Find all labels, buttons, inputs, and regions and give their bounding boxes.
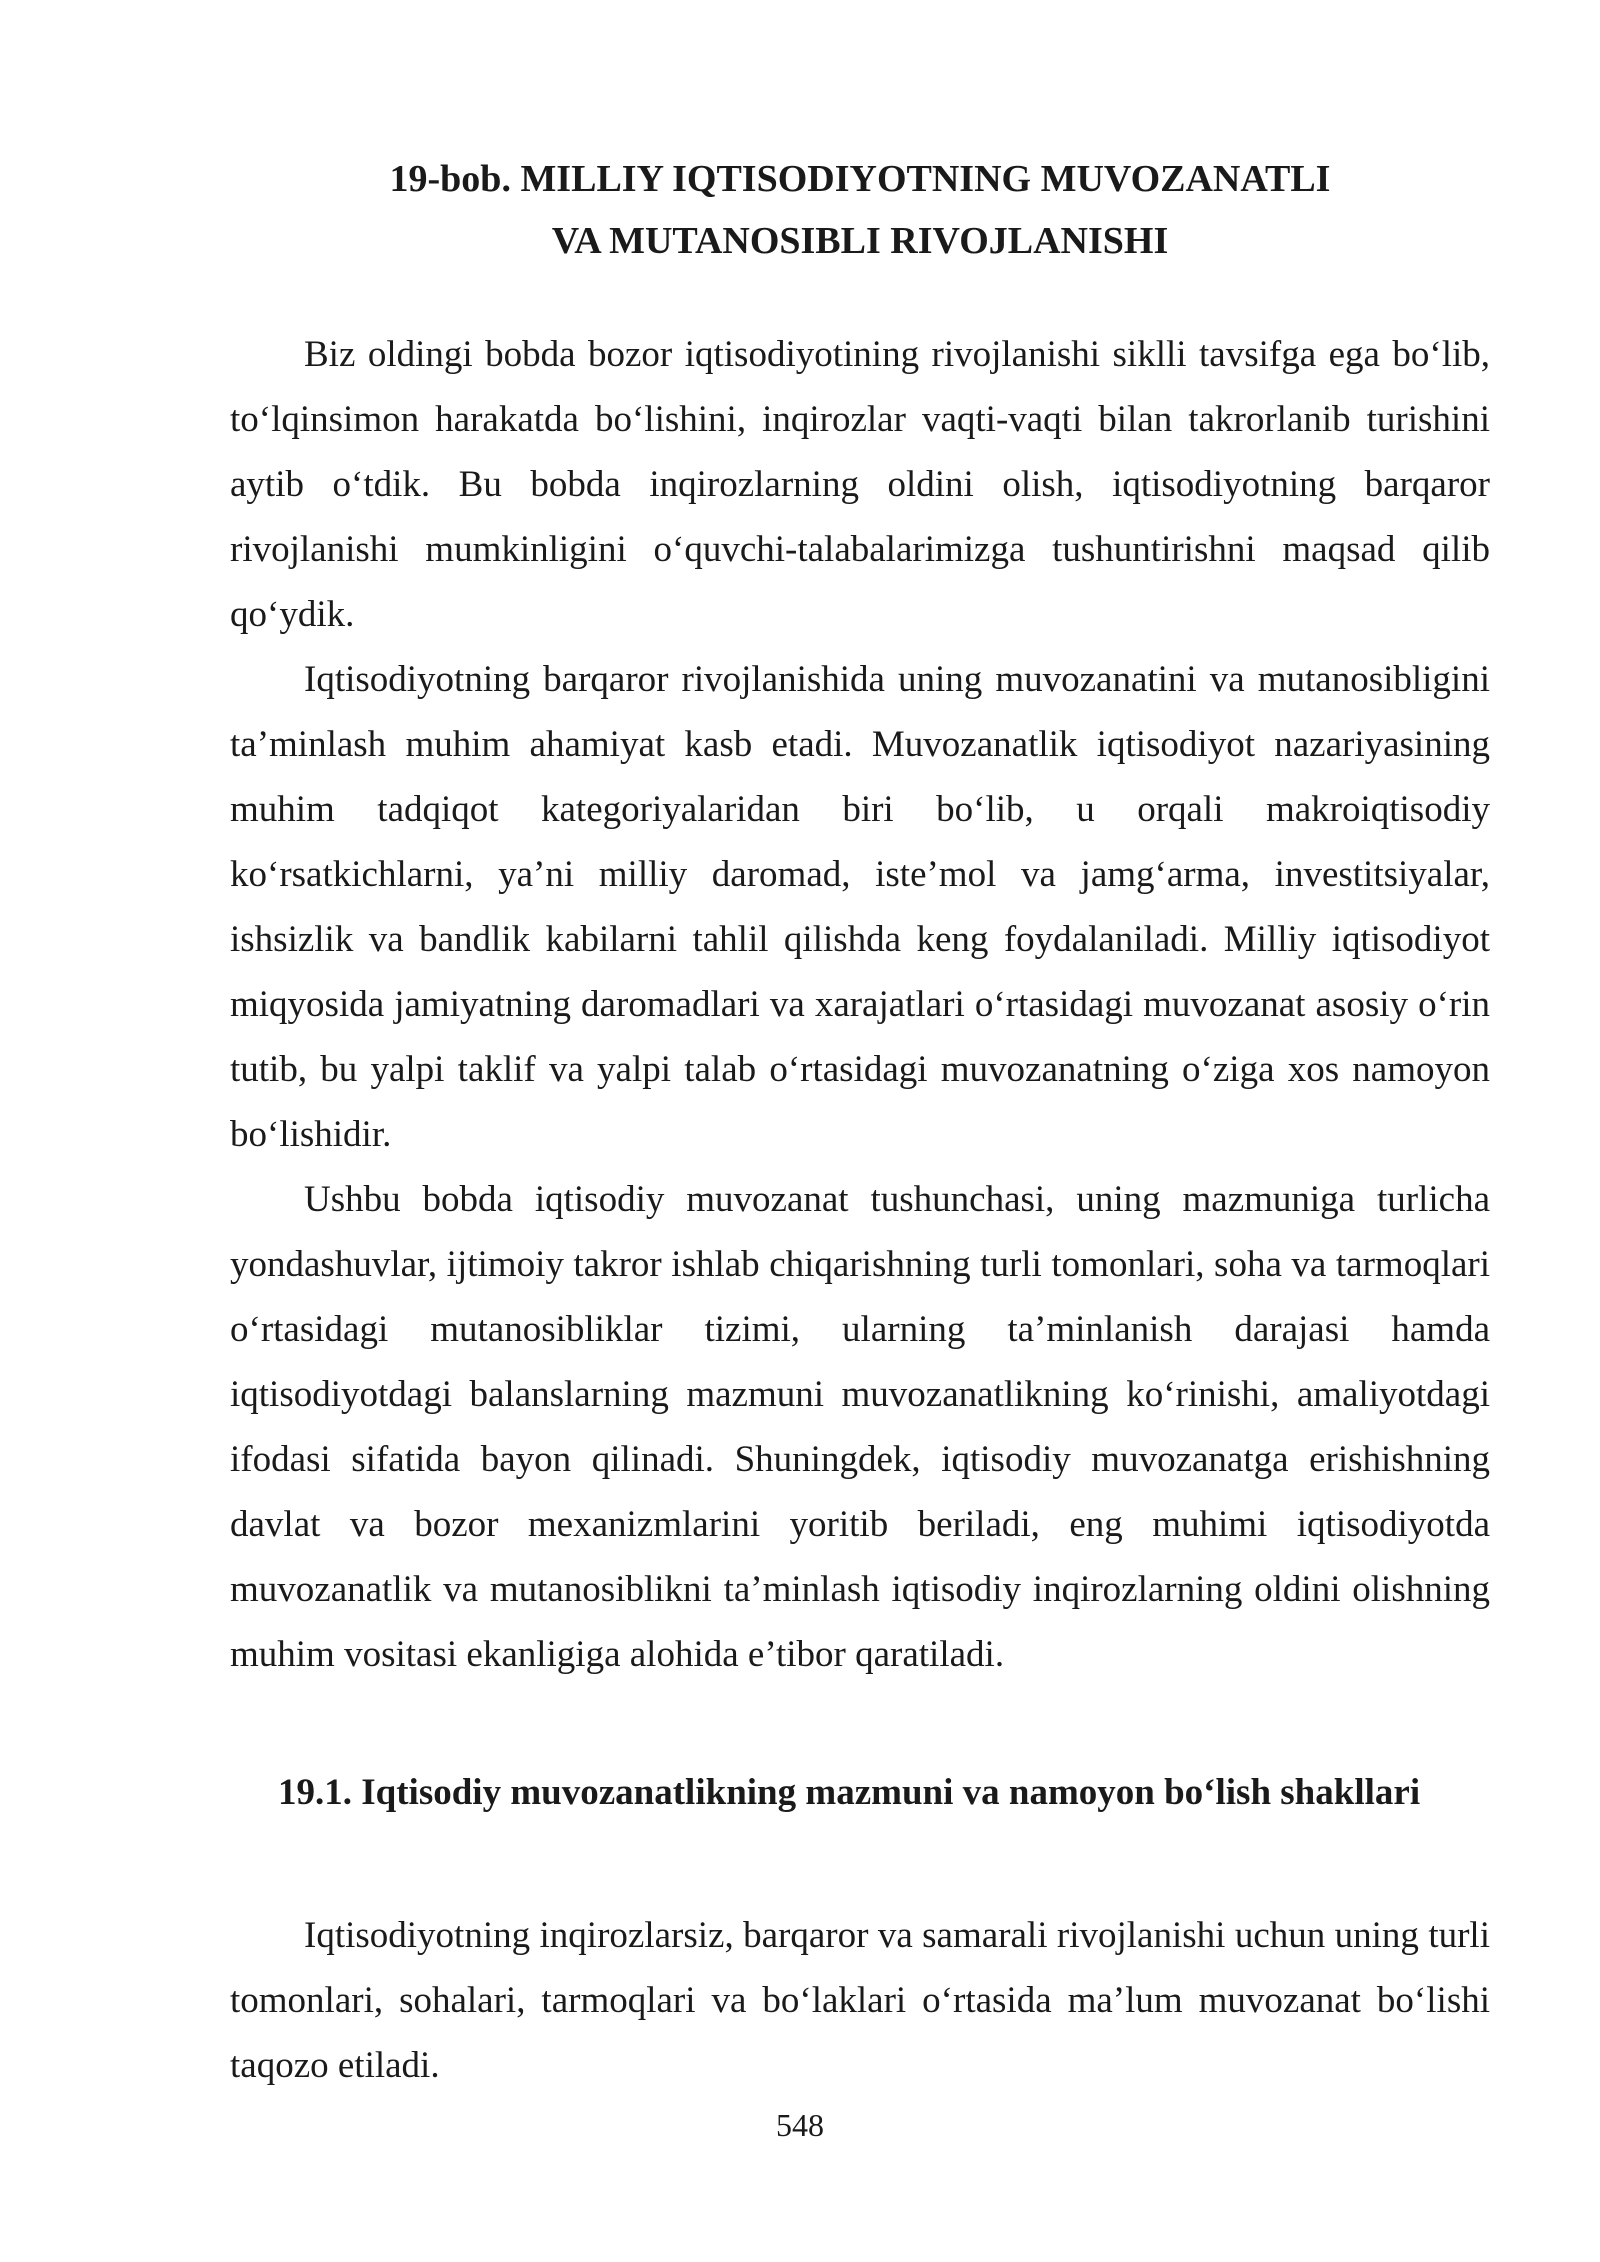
paragraph-3: Ushbu bobda iqtisodiy muvozanat tushunchasi, uning mazmuniga turlicha yondashuvlar, ijtimoiy takror ishlab chiqarishning turli tomonlari, soha va tarmoqlari o‘rtasidagi mutanosibliklar tizimi, ularning ta’minlanish darajasi hamda iqtisodiyotdagi balanslarning mazmuni muvozanatlikning ko‘rinishi, amaliyotdagi ifodasi sifatida bayon qilinadi. Shuningdek, iqtisodiy muvozanatga erishishning davlat va bozor mexanizmlarini yoritib beriladi, eng muhimi iqtisodiyotda muvozanatlik va mutanosiblikni ta’minlash iqtisodiy inqirozlarning oldini olishning muhim vositasi ekanligiga alohida e’tibor qaratiladi.: [230, 1179, 1490, 1675]
chapter-title-line-1: 19-bob. MILLIY IQTISODIYOTNING MUVOZANATLI: [389, 158, 1331, 200]
section-title: 19.1. Iqtisodiy muvozanatlikning mazmuni va namoyon bo‘lish shakllari: [278, 1772, 1421, 1813]
chapter-intro: [230, 322, 1490, 1687]
chapter-title-line-2: VA MUTANOSIBLI RIVOJLANISHI: [551, 220, 1169, 262]
paragraph-2: Iqtisodiyotning barqaror rivojlanishida uning muvozanatini va mutanosibligini ta’minlash muhim ahamiyat kasb etadi. Muvozanatlik iqtisodiyot nazariyasining muhim tadqiqot kategoriyalaridan biri bo‘lib, u orqali makroiqtisodiy ko‘rsatkichlarni, ya’ni milliy daromad, iste’mol va jamg‘arma, investitsiyalar, ishsizlik va bandlik kabilarni tahlil qilishda keng foydalaniladi. Milliy iqtisodiyot miqyosida jamiyatning daromadlari va xarajatlari o‘rtasidagi muvozanat asosiy o‘rin tutib, bu yalpi taklif va yalpi talab o‘rtasidagi muvozanatning o‘ziga xos namoyon bo‘lishidir.: [230, 659, 1490, 1155]
document-page: [230, 148, 1490, 2098]
section-body: [230, 1903, 1490, 2098]
chapter-title: [230, 148, 1490, 272]
paragraph-1: Biz oldingi bobda bozor iqtisodiyotining rivojlanishi siklli tavsifga ega bo‘lib, to‘lqinsimon harakatda bo‘lishini, inqirozlar vaqti-vaqti bilan takrorlanib turishini aytib o‘tdik. Bu bobda inqirozlarning oldini olish, iqtisodiyotning barqaror rivojlanishi mumkinligini o‘quvchi-talabalarimizga tushuntirishni maqsad qilib qo‘ydik.: [230, 334, 1490, 635]
page-number: 548: [776, 2107, 824, 2143]
section-paragraph: Iqtisodiyotning inqirozlarsiz, barqaror va samarali rivojlanishi uchun uning turli tomonlari, sohalari, tarmoqlari va bo‘laklari o‘rtasida ma’lum muvozanat bo‘lishi taqozo etiladi.: [230, 1915, 1490, 2086]
